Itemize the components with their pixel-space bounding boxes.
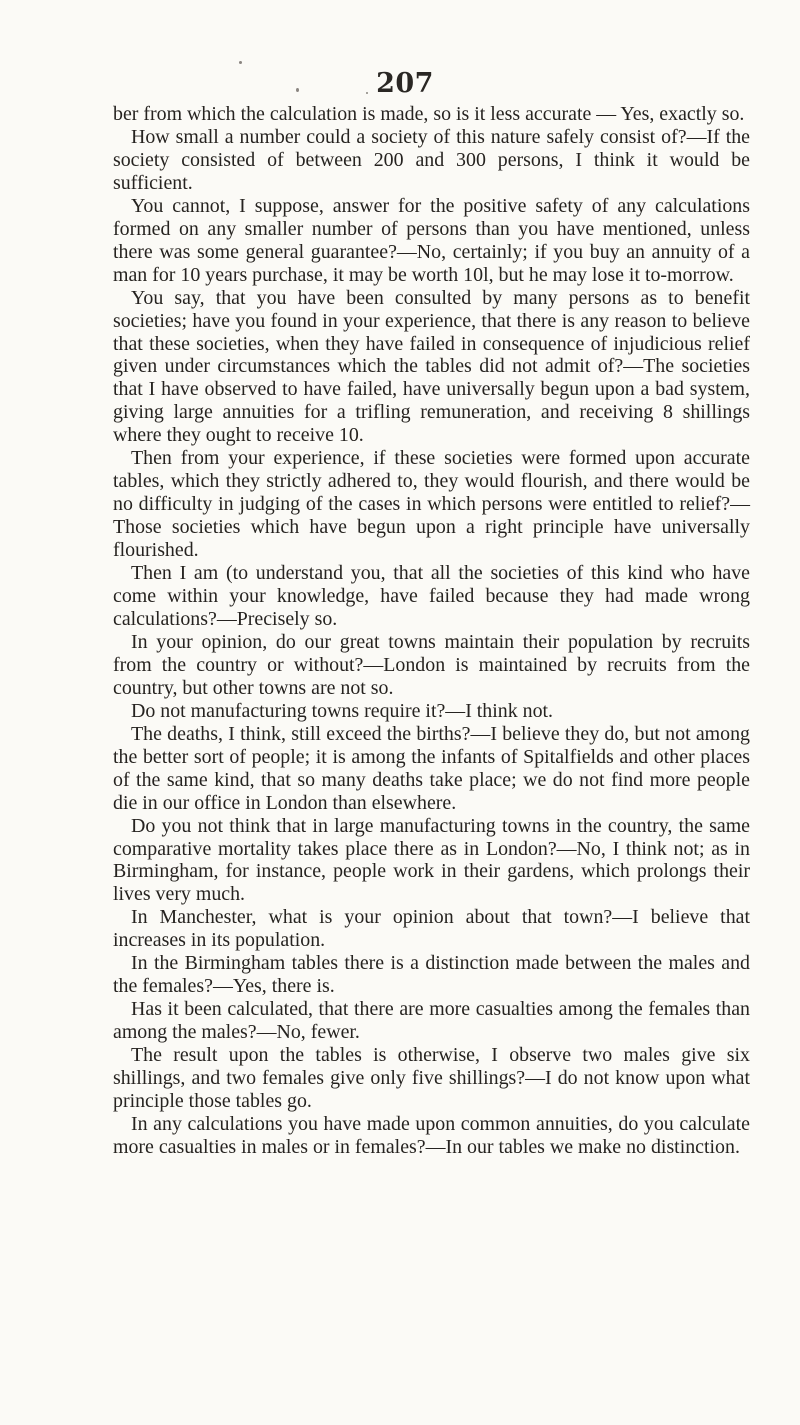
paragraph: The deaths, I think, still exceed the births?—I believe they do, but not among the better sort of people; it is among the infants of Spitalfields and other places of the same kind, that so many deaths take place; we do not find more people die in our office in London than elsewhere.: [113, 722, 750, 814]
paragraph: In Manchester, what is your opinion about that town?—I believe that increases in its population.: [113, 906, 750, 952]
paragraph: Then from your experience, if these societies were formed upon accurate tables, which they strictly adhered to, they would flourish, and there would be no difficulty in judging of the cases in which persons were entitled to relief?—Those societies which have begun upon a right principle have universally flourished.: [113, 447, 750, 562]
paragraph: How small a number could a society of this nature safely consist of?—If the society consisted of between 200 and 300 persons, I think it would be sufficient.: [113, 125, 750, 194]
paragraph: The result upon the tables is otherwise, I observe two males give six shillings, and two females give only five shillings?—I do not know upon what principle those tables go.: [113, 1044, 750, 1112]
paragraph: You cannot, I suppose, answer for the positive safety of any calculations formed on any smaller number of persons than you have mentioned, unless there was some general guarantee?—No, certainly; if you buy an annuity of a man for 10 years purchase, it may be worth 10l, but he may lose it to-morrow.: [113, 194, 750, 286]
page-speck: [239, 61, 242, 64]
paragraph: Has it been calculated, that there are more casualties among the females than among the males?—No, fewer.: [113, 998, 750, 1044]
paragraph: You say, that you have been consulted by many persons as to benefit societies; have you found in your experience, that there is any reason to believe that these societies, when they have failed in consequence of injudicious relief given under circumstances which the tables did not admit of?—The societies that I have observed to have failed, have universally begun upon a bad system, giving large annuities for a trifling remuneration, and receiving 8 shillings where they ought to receive 10.: [113, 286, 750, 447]
paragraph: In the Birmingham tables there is a distinction made between the males and the females?—Yes, there is.: [113, 952, 750, 998]
testimony-text: [113, 103, 750, 1159]
paragraph: Then I am (to understand you, that all the societies of this kind who have come within your knowledge, have failed because they had made wrong calculations?—Precisely so.: [113, 562, 750, 630]
page-speck: [366, 92, 368, 94]
page-speck: [296, 88, 299, 92]
paragraph: In any calculations you have made upon common annuities, do you calculate more casualties in males or in females?—In our tables we make no distinction.: [113, 1112, 750, 1158]
paragraph: Do not manufacturing towns require it?—I think not.: [131, 699, 554, 722]
paragraph-continuation: ber from which the calculation is made, so is it less accurate — Yes, exactly so.: [113, 103, 745, 125]
paragraph: In your opinion, do our great towns maintain their population by recruits from the country or without?—London is maintained by recruits from the country, but other towns are not so.: [113, 630, 750, 699]
paragraph: Do you not think that in large manufacturing towns in the country, the same comparative mortality takes place there as in London?—No, I think not; as in Birmingham, for instance, people work in their gardens, which prolongs their lives very much.: [113, 814, 750, 906]
page-number: 207: [376, 68, 434, 99]
